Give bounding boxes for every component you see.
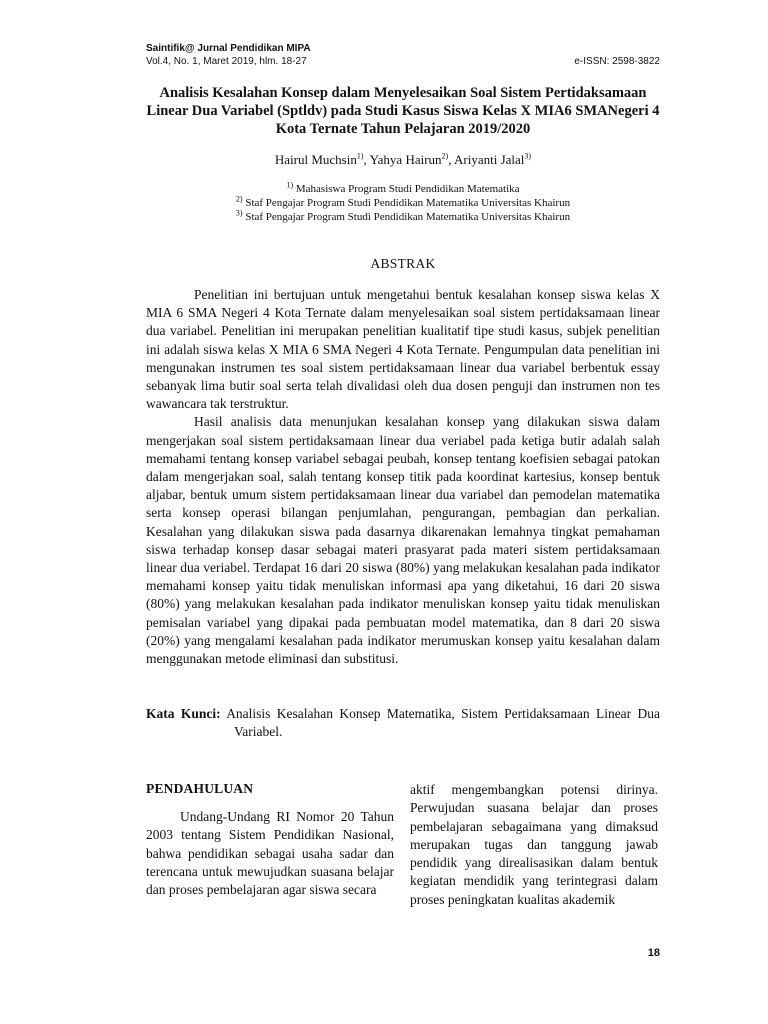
intro-paragraph: Undang-Undang RI Nomor 20 Tahun 2003 tentang Sistem Pendidikan Nasional, bahwa pendidikan sebagai usaha sadar dan terencana untuk mewujudkan suasana belajar dan proses pembelajaran agar siswa secara xyxy=(146,809,394,898)
author-mark: 1) xyxy=(356,151,364,161)
affiliation-text: Staf Pengajar Program Studi Pendidikan Matematika Universitas Khairun xyxy=(245,211,571,223)
journal-name: Saintifik@ Jurnal Pendidikan MIPA xyxy=(146,43,311,54)
section-heading: PENDAHULUAN xyxy=(146,781,254,796)
page-number: 18 xyxy=(647,947,660,959)
author-list: Hairul Muchsin$^{1)}$, Yahya Hairun$^{2)}$, Ariyanti Jalal$^{3)}$ xyxy=(274,151,532,167)
keywords xyxy=(146,705,660,741)
affiliation-text: Mahasiswa Program Studi Pendidikan Matematika xyxy=(295,183,520,195)
abstract-heading: ABSTRAK xyxy=(370,256,436,271)
affiliation-item xyxy=(140,182,666,196)
affiliation-mark: 1) xyxy=(286,180,294,190)
intro-paragraph-continued: aktif mengembangkan potensi dirinya. Perwujudan suasana belajar dan proses pembelajaran sebagaimana yang dimaksud merupakan tugas dan tanggung jawab pendidik yang direalisasikan dalam bentuk kegiatan mendidik yang terintegrasi dalam proses peningkatan kualitas akademik xyxy=(410,782,658,907)
affiliation-text: Staf Pengajar Program Studi Pendidikan Matematika Universitas Khairun xyxy=(245,197,571,209)
intro-right-column xyxy=(410,781,658,909)
journal-header xyxy=(146,42,660,68)
abstract-paragraph: Hasil analisis data menunjukan kesalahan konsep yang dilakukan siswa dalam mengerjakan soal sistem pertidaksamaan linear dua veriabel pada ketiga butir adalah salah memahami tentang konsep variabel sebagai peubah, konsep tentang koefisien sebagai patokan dalam mengerjakan soal, salah tentang konsep titik pada koordinat kartesius, konsep bentuk aljabar, bentuk umum sistem pertidaksamaan linear dua variabel dan pemodelan matematika serta konsep operasi bilangan penjumlahan, pengurangan, pembagian dan perkalian. Kesalahan yang dilakukan siswa pada dasarnya dikarenakan lemahnya tingkat pemahaman siswa terhadap konsep dasar sebagai materi prasyarat pada materi sistem pertidaksamaan linear dua veriabel. Terdapat 16 dari 20 siswa (80%) yang melakukan kesalahan pada indikator memahami konsep yaitu tidak menuliskan informasi apa yang diketahui, 16 dari 20 siswa (80%) yang melakukan kesalahan pada indikator menuliskan konsep yaitu tidak menuliskan pemisalan variabel yang dipakai pada pembuatan model matematika, dan 8 dari 20 siswa (20%) yang mengalami kesalahan pada indikator merumuskan konsep yaitu kesalahan dalam menggunakan metode eliminasi dan substitusi. xyxy=(146,414,660,667)
keywords-label: Kata Kunci: xyxy=(146,706,221,721)
paper-title: Analisis Kesalahan Konsep dalam Menyelesaikan Soal Sistem Pertidaksamaan Linear Dua Variabel (Sptldv) pada Studi Kasus Siswa Kelas X MIA6 SMANegeri 4 Kota Ternate Tahun Pelajaran 2019/2020 xyxy=(146,85,660,137)
affiliation-mark: 2) xyxy=(235,194,243,204)
abstract-paragraph: Penelitian ini bertujuan untuk mengetahui bentuk kesalahan konsep siswa kelas X MIA 6 SMA Negeri 4 Kota Ternate dalam menyelesaikan soal sistem pertidaksamaan linear dua variabel. Penelitian ini merupakan penelitian kualitatif tipe studi kasus, subjek penelitian ini adalah siswa kelas X MIA 6 SMA Negeri 4 Kota Ternate. Pengumpulan data penelitian ini mengunakan instrumen tes soal sistem pertidaksamaan linear dua variabel berbentuk essay sebanyak lima butir soal serta telah divalidasi oleh dua dosen penguji dan instrumen non tes wawancara tak terstruktur. xyxy=(146,287,660,412)
journal-volume: Vol.4, No. 1, Maret 2019, hlm. 18-27 xyxy=(146,56,307,67)
intro-left-column xyxy=(146,780,394,899)
affiliation-item xyxy=(140,196,666,210)
affiliation-mark: 3) xyxy=(235,208,243,218)
affiliation-list xyxy=(140,182,666,224)
abstract-body xyxy=(146,286,660,668)
author-name: Hairul Muchsin xyxy=(274,152,357,167)
author-mark: 3) xyxy=(524,151,532,161)
keywords-text: Analisis Kesalahan Konsep Matematika, Sistem Pertidaksamaan Linear Dua Variabel. xyxy=(226,706,660,739)
author-mark: 2) xyxy=(441,151,449,161)
author-name: Yahya Hairun xyxy=(369,152,442,167)
author-name: Ariyanti Jalal xyxy=(454,152,525,167)
affiliation-item xyxy=(140,210,666,224)
journal-issn: e-ISSN: 2598-3822 xyxy=(574,56,660,67)
